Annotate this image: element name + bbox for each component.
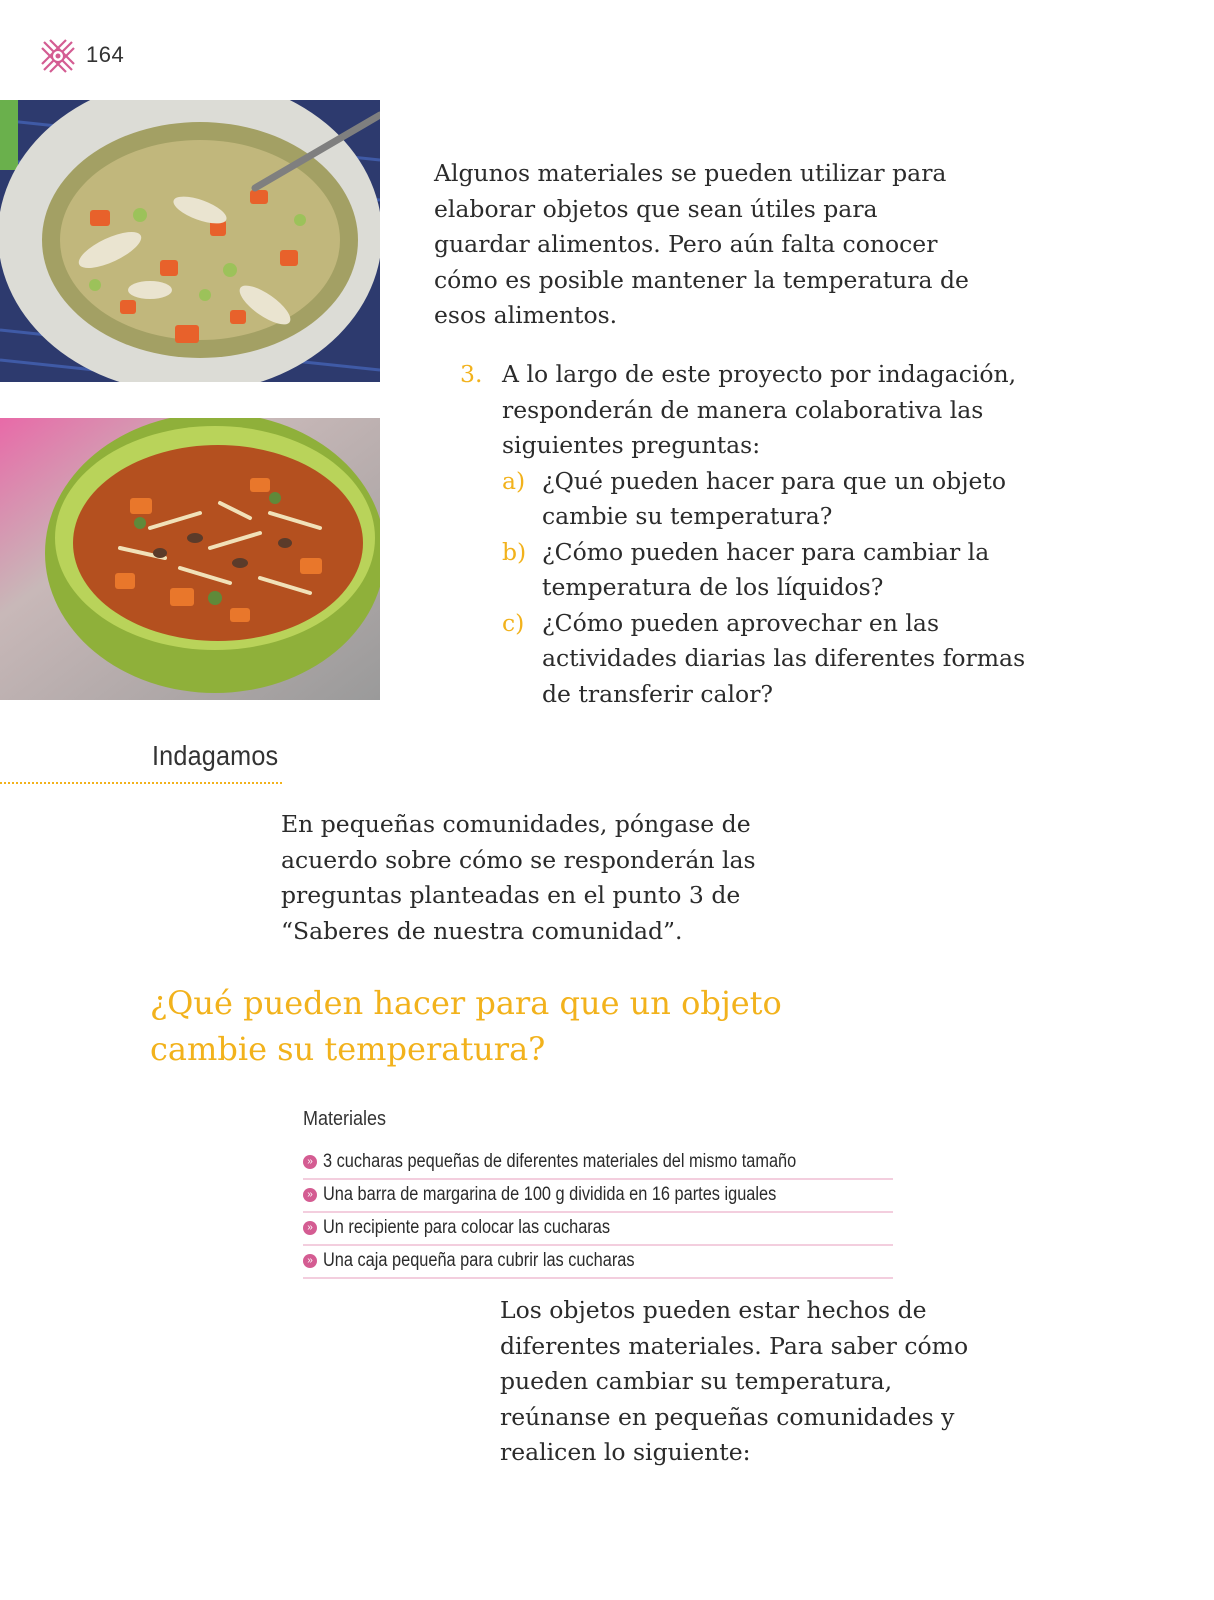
question-letter: a): [502, 466, 526, 495]
materials-list: [303, 1147, 893, 1279]
material-text: Una barra de margarina de 100 g dividida en 16 partes iguales: [323, 1184, 777, 1205]
question-item: [502, 464, 1060, 535]
material-text: 3 cucharas pequeñas de diferentes materiales del mismo tamaño: [323, 1151, 797, 1172]
material-text: Una caja pequeña para cubrir las cucharas: [323, 1250, 635, 1271]
question-item: [502, 535, 1060, 606]
materials-title: Materiales: [303, 1108, 387, 1130]
list-item: [303, 1180, 893, 1213]
chevron-right-icon: »: [303, 1188, 317, 1202]
noodle-vegetable-soup-photo: [0, 418, 380, 700]
intro-text: Algunos materiales se pueden utilizar para elaborar objetos que sean útiles para guardar alimentos. Pero aún falta conocer cómo es posible mantener la temperatura de esos alimentos.: [434, 159, 969, 329]
intro-paragraph: [434, 156, 974, 334]
step-3: [460, 357, 1060, 712]
material-text: Un recipiente para colocar las cucharas: [323, 1217, 611, 1238]
chevron-right-icon: »: [303, 1221, 317, 1235]
section-paragraph: En pequeñas comunidades, póngase de acuerdo sobre cómo se responderán las preguntas planteadas en el punto 3 de “Saberes de nuestra comunidad”.: [281, 810, 756, 945]
list-item: [303, 1246, 893, 1279]
page-number: 164: [86, 42, 125, 67]
question-text: ¿Cómo pueden hacer para cambiar la temperatura de los líquidos?: [542, 537, 990, 601]
chevron-right-icon: »: [303, 1254, 317, 1268]
section-heading: Indagamos: [152, 740, 279, 771]
question-letter: b): [502, 537, 527, 566]
question-text: ¿Qué pueden hacer para que un objeto cambie su temperatura?: [542, 466, 1006, 530]
question-letter: c): [502, 608, 525, 637]
decorative-star-icon: [40, 38, 76, 74]
section-divider: [0, 782, 282, 784]
closing-paragraph: Los objetos pueden estar hechos de diferentes materiales. Para saber cómo pueden cambiar su temperatura, reúnanse en pequeñas comunidades y realicen lo siguiente:: [500, 1296, 969, 1466]
question-text: ¿Cómo pueden aprovechar en las actividades diarias las diferentes formas de transferir calor?: [542, 608, 1026, 708]
question-heading: ¿Qué pueden hacer para que un objeto cambie su temperatura?: [150, 984, 782, 1068]
list-item: [303, 1147, 893, 1180]
step-text: A lo largo de este proyecto por indagación, responderán de manera colaborativa las siguientes preguntas:: [502, 360, 1017, 459]
chevron-right-icon: »: [303, 1155, 317, 1169]
step-number: 3.: [460, 360, 483, 388]
list-item: [303, 1213, 893, 1246]
chicken-vegetable-soup-photo: [0, 100, 380, 382]
question-item: [502, 606, 1060, 713]
